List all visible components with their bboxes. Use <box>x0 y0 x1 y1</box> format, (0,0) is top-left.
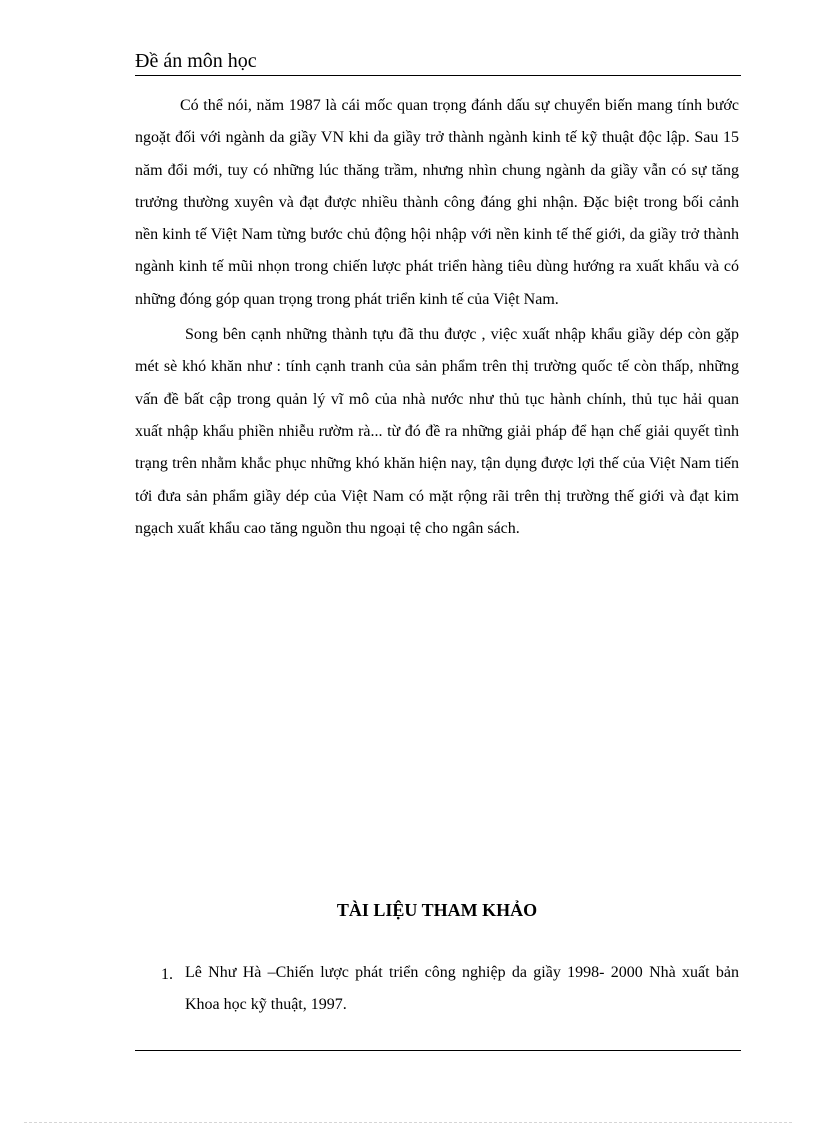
page-header <box>135 48 741 76</box>
body-text <box>135 90 739 548</box>
body-paragraph: Có thể nói, năm 1987 là cái mốc quan trọng đánh dấu sự chuyển biến mang tính bước ngoặt đối với ngành da giầy VN khi da giầy trở thành ngành kinh tế kỹ thuật độc lập. Sau 15 năm đổi mới, tuy có những lúc thăng trầm, nhưng nhìn chung ngành da giầy vẫn có sự tăng trưởng thường xuyên và đạt được nhiều thành công đáng ghi nhận. Đặc biệt trong bối cảnh nền kinh tế Việt Nam từng bước chủ động hội nhập với nền kinh tế thế giới, da giầy trở thành ngành kinh tế mũi nhọn trong chiến lược phát triển hàng tiêu dùng hướng ra xuất khẩu và có những đóng góp quan trọng trong phát triển kinh tế của Việt Nam. <box>135 97 739 308</box>
reference-item <box>135 957 739 1021</box>
header-title: Đề án môn học <box>135 50 257 72</box>
reference-list <box>135 957 739 1021</box>
reference-text: Lê Như Hà –Chiến lược phát triển công nghiệp da giầy 1998- 2000 Nhà xuất bản Khoa học kỹ thuật, 1997. <box>185 964 739 1013</box>
reference-number: 1. <box>161 966 173 983</box>
footer-rule <box>135 1050 741 1051</box>
references-heading: TÀI LIỆU THAM KHẢO <box>336 900 538 920</box>
body-paragraph: Song bên cạnh những thành tựu đã thu được , việc xuất nhập khẩu giầy dép còn gặp mét sè khó khăn như : tính cạnh tranh của sản phẩm trên thị trường quốc tế còn thấp, những vấn đề bất cập trong quản lý vĩ mô của nhà nước như thủ tục hành chính, thủ tục hải quan xuất nhập khẩu phiền nhiễu rườm rà... từ đó đề ra những giải pháp để hạn chế giải quyết tình trạng trên nhằm khắc phục những khó khăn hiện nay, tận dụng được lợi thế của Việt Nam tiến tới đưa sản phẩm giầy dép của Việt Nam có mặt rộng rãi trên thị trường thế giới và đạt kim ngạch xuất khẩu cao tăng nguồn thu ngoại tệ cho ngân sách. <box>135 326 739 537</box>
